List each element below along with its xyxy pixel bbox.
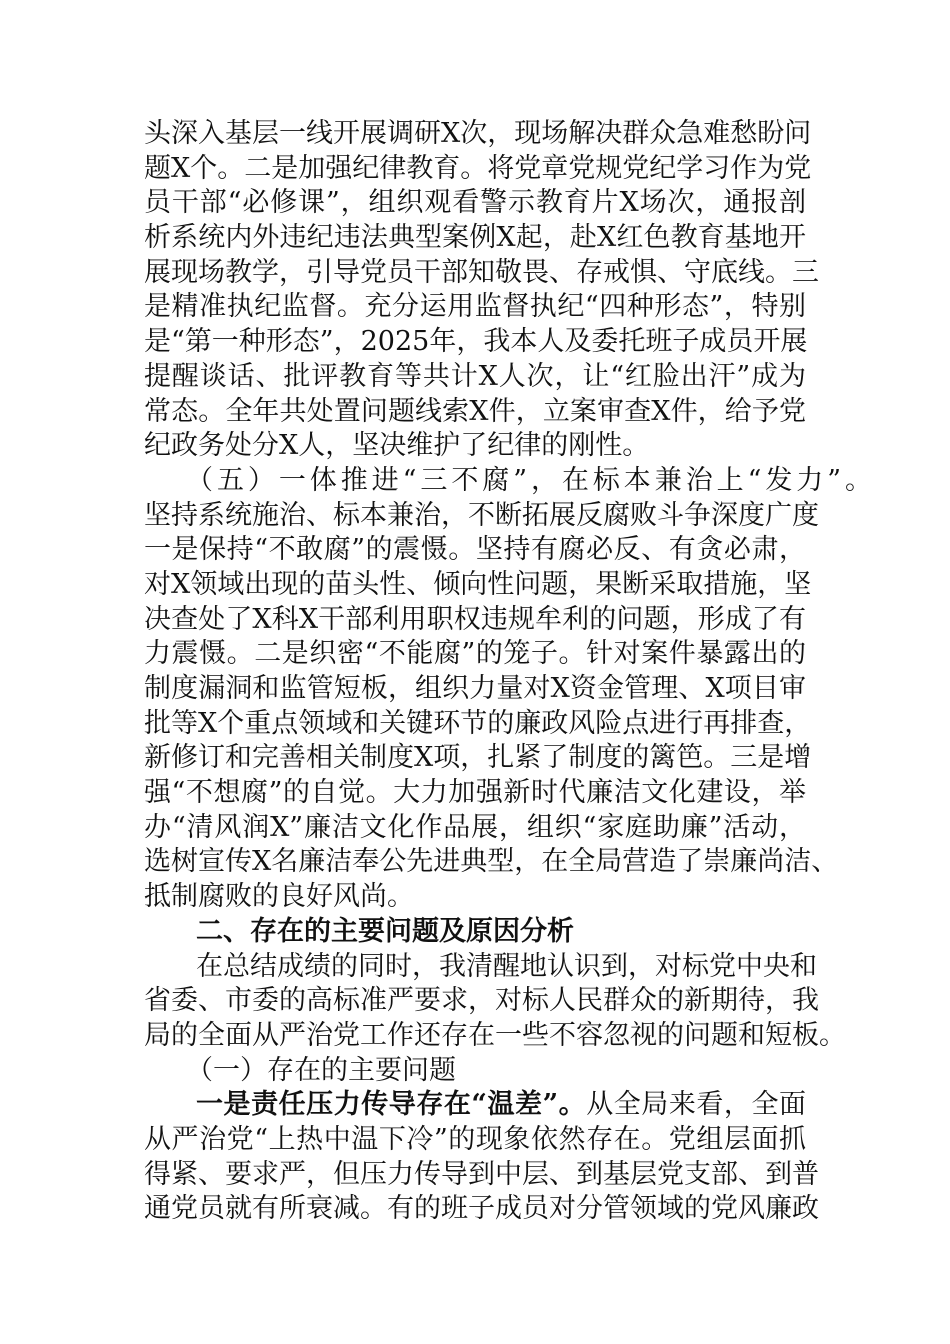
text-line: 办“清风润X”廉洁文化作品展，组织“家庭助廉”活动， <box>144 811 806 843</box>
paragraph-three-no-corruption <box>144 464 872 915</box>
text-line: 对X领域出现的苗头性、倾向性问题，果断采取措施，坚 <box>144 568 812 600</box>
paragraph-pressure-transmission <box>144 1088 819 1227</box>
text-line: 展现场教学，引导党员干部知敬畏、存戒惧、守底线。三 <box>144 256 819 288</box>
text-line: 是精准执纪监督。充分运用监督执纪“四种形态”，特别 <box>144 291 806 323</box>
text-line: 抵制腐败的良好风尚。 <box>144 881 414 913</box>
text-line: 题X个。二是加强纪律教育。将党章党规党纪学习作为党 <box>144 152 812 184</box>
text-line: 一是保持“不敢腐”的震慑。坚持有腐必反、有贪必肃， <box>144 534 806 566</box>
text-line: 得紧、要求严，但压力传导到中层、到基层党支部、到普 <box>144 1158 819 1190</box>
text-line: 在总结成绩的同时，我清醒地认识到，对标党中央和 <box>196 950 817 982</box>
text-line: 批等X个重点领域和关键环节的廉政风险点进行再排查， <box>144 707 812 739</box>
text-line: 选树宣传X名廉洁奉公先进典型，在全局营造了崇廉尚洁、 <box>144 846 839 878</box>
subheading-1: （一）存在的主要问题 <box>186 1054 456 1086</box>
section-heading-2: 二、存在的主要问题及原因分析 <box>196 915 574 947</box>
section-heading-5: （五）一体推进“三不腐”，在标本兼治上“发力”。 <box>186 464 872 496</box>
lead-rest: 从全局来看，全面 <box>586 1089 807 1121</box>
text-line: 通党员就有所衰减。有的班子成员对分管领域的党风廉政 <box>144 1193 819 1225</box>
lead-sentence-bold: 一是责任压力传导存在“温差”。 <box>196 1089 587 1121</box>
text-line: 常态。全年共处置问题线索X件，立案审查X件，给予党 <box>144 395 806 427</box>
text-line: 坚持系统施治、标本兼治，不断拓展反腐败斗争深度广度 <box>144 499 819 531</box>
text-line: 局的全面从严治党工作还存在一些不容忽视的问题和短板。 <box>144 1019 846 1051</box>
text-line: 提醒谈话、批评教育等共计X人次，让“红脸出汗”成为 <box>144 360 806 392</box>
text-line: 力震慑。二是织密“不能腐”的笼子。针对案件暴露出的 <box>144 638 806 670</box>
text-line: 纪政务处分X人，坚决维护了纪律的刚性。 <box>144 430 650 462</box>
text-line: 是“第一种形态”，2025年，我本人及委托班子成员开展 <box>144 326 808 358</box>
document-page <box>144 117 872 1227</box>
text-line <box>144 1088 806 1123</box>
text-line: 强“不想腐”的自觉。大力加强新时代廉洁文化建设，举 <box>144 777 806 809</box>
text-line: 省委、市委的高标准严要求，对标人民群众的新期待，我 <box>144 985 819 1017</box>
text-line: 员干部“必修课”，组织观看警示教育片X场次，通报剖 <box>144 187 806 219</box>
text-line: 新修订和完善相关制度X项，扎紧了制度的篱笆。三是增 <box>144 742 812 774</box>
text-line: 制度漏洞和监管短板，组织力量对X资金管理、X项目审 <box>144 673 806 704</box>
text-line: 头深入基层一线开展调研X次，现场解决群众急难愁盼问 <box>144 118 812 149</box>
text-line: 决查处了X科X干部利用职权违规牟利的问题，形成了有 <box>144 603 806 635</box>
text-line: 从严治党“上热中温下冷”的现象依然存在。党组层面抓 <box>144 1123 806 1155</box>
text-line: 析系统内外违纪违法典型案例X起，赴X红色教育基地开 <box>144 222 806 254</box>
paragraph-discipline-education <box>144 117 819 464</box>
paragraph-intro-problems <box>144 950 846 1054</box>
